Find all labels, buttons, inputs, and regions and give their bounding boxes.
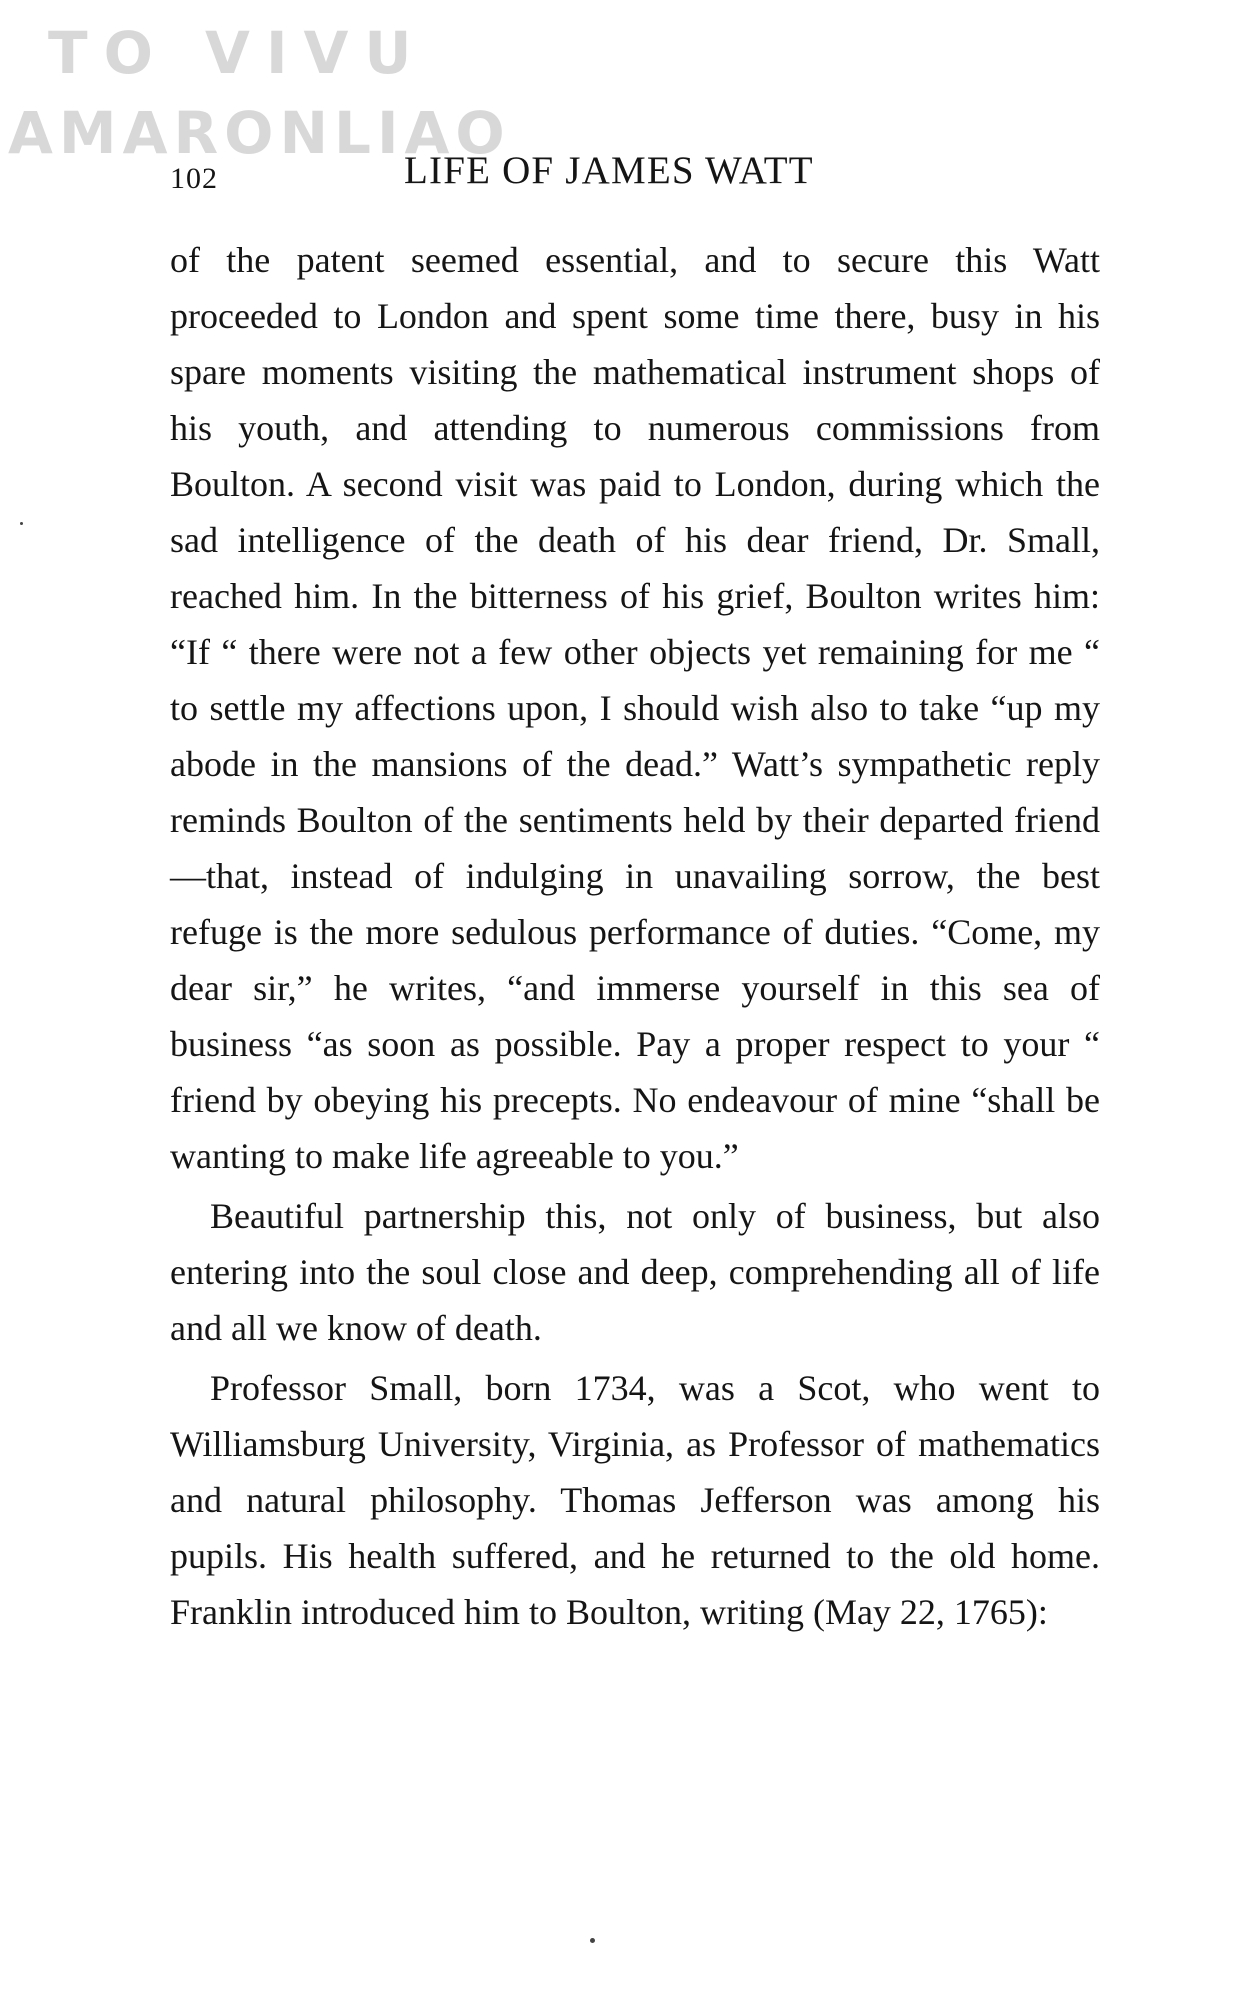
stamp-line-1: TO VIVU [48,19,428,87]
page-number: 102 [170,162,218,195]
running-title: LIFE OF JAMES WATT [404,149,814,192]
running-head [170,148,1070,208]
paragraph-professor-small: Professor Small, born 1734, was a Scot, who went to Williamsburg University, Virginia, as Professor of mathematics and natural philosophy. Thomas Jefferson was among his pupils. His health suffered, and he returned to the old home. Franklin introduced him to Boulton, writing (May 22, 1765): [170,1368,1100,1632]
margin-speck [20,522,23,525]
footer-speck [590,1938,595,1943]
stamp-line-2: AMARONLIAO [8,99,511,167]
paragraph-continuation: of the patent seemed essential, and to secure this Watt proceeded to London and spent some time there, busy in his spare moments visiting the mathematical instrument shops of his youth, and attending to numerous commissions from Boulton. A second visit was paid to London, during which the sad intelligence of the death of his dear friend, Dr. Small, reached him. In the bitterness of his grief, Boulton writes him: “If “ there were not a few other objects yet remaining for me “ to settle my affections upon, I should wish also to take “up my abode in the mansions of the dead.” Watt’s sympathetic reply reminds Boulton of the sentiments held by their departed friend—that, instead of indulging in unavailing sorrow, the best refuge is the more sedulous performance of duties. “Come, my dear sir,” he writes, “and immerse yourself in this sea of business “as soon as possible. Pay a proper respect to your “ friend by obeying his precepts. No endeavour of mine “shall be wanting to make life agreeable to you.” [170,240,1100,1176]
body-text [170,232,1100,1644]
paragraph-partnership: Beautiful partnership this, not only of business, but also entering into the soul close and deep, comprehending all of life and all we know of death. [170,1196,1100,1348]
